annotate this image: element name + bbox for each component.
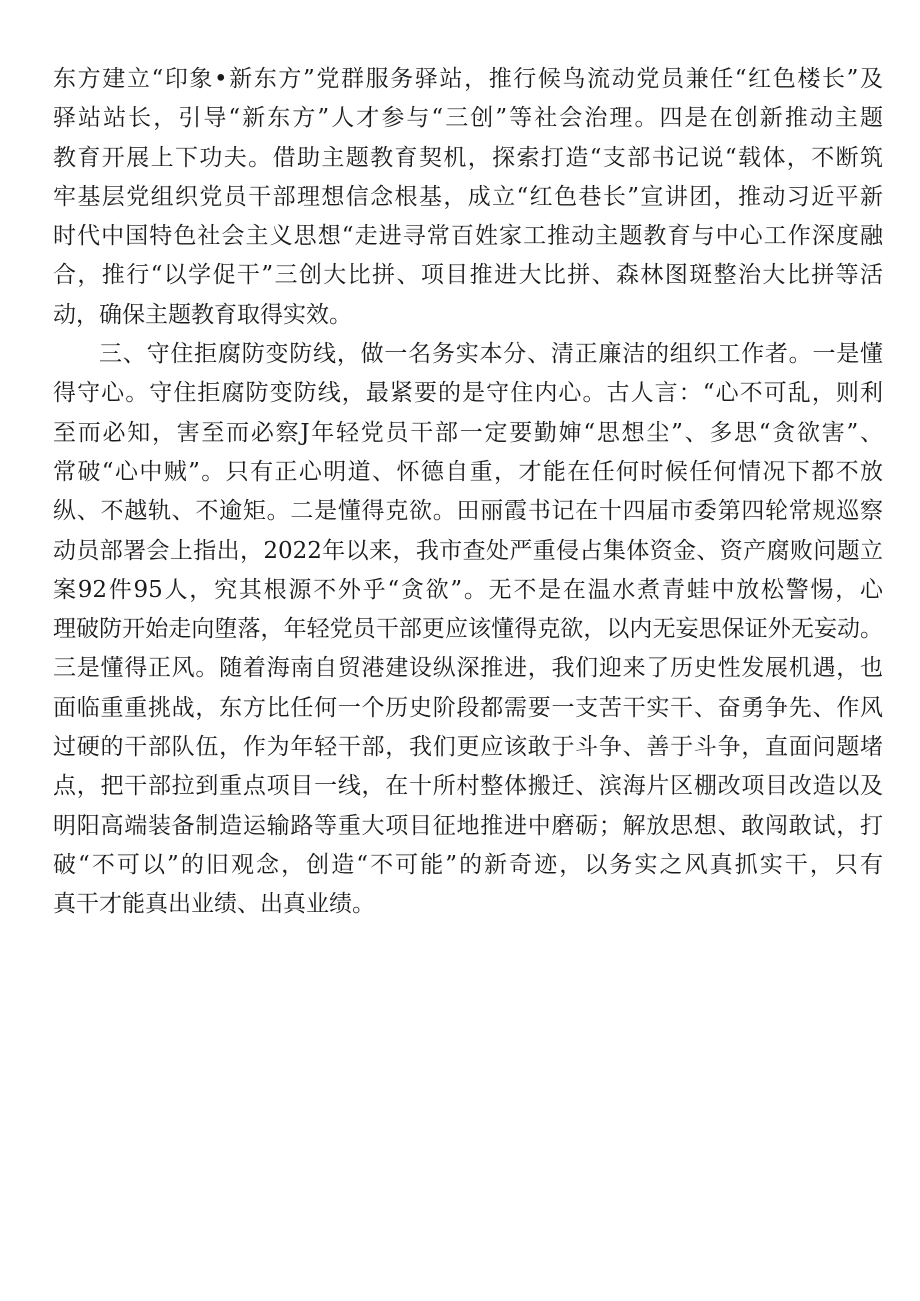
text-line: 东方建立“印象•新东方”党群服务驿站，推行候鸟流动党员兼任“红色楼长”及 — [53, 66, 883, 92]
text-line: 案92件95人，究其根源不外乎“贪欲”。无不是在温水煮青蛙中放松警惕，心 — [53, 576, 883, 603]
text-line: 动员部署会上指出，2022年以来，我市查处严重侵占集体资金、资产腐败问题立 — [53, 537, 883, 564]
text-line: 牢基层党组织党员干部理想信念根基，成立“红色巷长”宣讲团，推动习近平新 — [53, 183, 883, 210]
text-line: 破“不可以”的旧观念，创造“不可能”的新奇迹，以务实之风真抓实干，只有 — [53, 851, 883, 878]
paragraph-party-service — [53, 60, 883, 335]
paragraph-anti-corruption — [53, 335, 883, 924]
text-line: 至而必知，害至而必察J年轻党员干部一定要勤婶“思想尘”、多思“贪欲害”、 — [53, 419, 883, 446]
text-line: 驿站站长，引导“新东方”人才参与“三创”等社会治理。四是在创新推动主题 — [53, 105, 883, 132]
text-line: 三是懂得正风。随着海南自贸港建设纵深推进，我们迎来了历史性发展机遇，也 — [53, 655, 883, 682]
text-line: 教育开展上下功夫。借助主题教育契机，探索打造“支部书记说“载体，不断筑 — [53, 144, 883, 171]
text-line: 面临重重挑战，东方比任何一个历史阶段都需要一支苦干实干、奋勇争先、作风 — [53, 694, 883, 721]
text-line: 时代中国特色社会主义思想“走进寻常百姓家工推动主题教育与中心工作深度融 — [53, 223, 883, 250]
text-line: 过硬的干部队伍，作为年轻干部，我们更应该敢于斗争、善于斗争，直面问题堵 — [53, 734, 883, 761]
text-line: 得守心。守住拒腐防变防线，最紧要的是守住内心。古人言：“心不可乱，则利 — [53, 380, 883, 407]
text-line: 动，确保主题教育取得实效。 — [53, 301, 352, 328]
text-line: 真干才能真出业绩、出真业绩。 — [53, 891, 375, 918]
document-body — [53, 60, 883, 925]
text-line: 理破防开始走向堕落，年轻党员干部更应该懂得克欲，以内无妄思保证外无妄动。 — [53, 616, 883, 643]
section-heading-line: 三、守住拒腐防变防线，做一名务实本分、清正廉洁的组织工作者。一是懂 — [99, 341, 883, 368]
text-line: 纵、不越轨、不逾矩。二是懂得克欲。田丽霞书记在十四届市委第四轮常规巡察 — [53, 498, 883, 525]
text-line: 点，把干部拉到重点项目一线，在十所村整体搬迁、滨海片区棚改项目改造以及 — [53, 773, 883, 800]
text-line: 合，推行“以学促干”三创大比拼、项目推进大比拼、森林图斑整治大比拼等活 — [53, 262, 883, 289]
text-line: 明阳高端装备制造运输路等重大项目征地推进中磨砺；解放思想、敢闯敢试，打 — [53, 812, 883, 839]
text-line: 常破“心中贼”。只有正心明道、怀德自重，才能在任何时候任何情况下都不放 — [53, 458, 883, 485]
